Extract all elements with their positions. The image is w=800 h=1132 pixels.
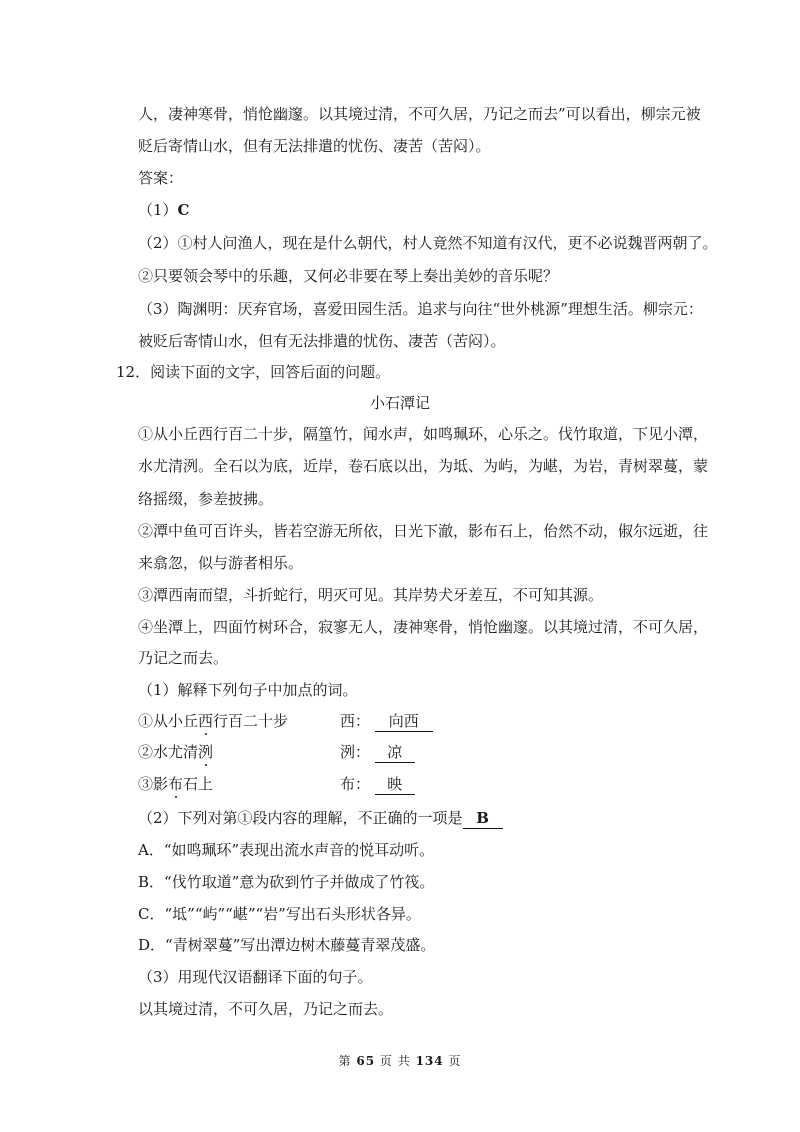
sentence-3: ③影布石上 — [138, 775, 214, 793]
passage-paragraph-4: 乃记之而去。 — [138, 649, 229, 667]
sub-question-3-sentence: 以其境过清，不可久居，乃记之而去。 — [138, 1000, 394, 1018]
total-page-number: 134 — [415, 1054, 444, 1068]
answer-3-line-1: （3）陶渊明：厌弃官场，喜爱田园生活。追求与向往“世外桃源”理想生活。柳宗元： — [138, 300, 703, 318]
option-c: C．“坻”“屿”“嵁”“岩”写出石头形状各异。 — [138, 905, 421, 923]
passage-paragraph-1: 水尤清洌。全石以为底，近岸，卷石底以出，为坻、为屿，为嵁，为岩，青树翠蔓，蒙 — [138, 457, 709, 475]
passage-title: 小石潭记 — [369, 394, 430, 412]
passage-paragraph-1: ①从小丘西行百二十步，隔篁竹，闻水声，如鸣珮环，心乐之。伐竹取道，下见小潭， — [138, 425, 709, 443]
passage-paragraph-3: ③潭西南而望，斗折蛇行，明灭可见。其岸势犬牙差互，不可知其源。 — [138, 586, 604, 604]
answer-1 — [138, 200, 190, 220]
passage-paragraph-2: 来翕忽，似与游者相乐。 — [138, 554, 304, 572]
sentence-1: ①从小丘西行百二十步 — [138, 712, 289, 730]
passage-paragraph-4: ④坐潭上，四面竹树环合，寂寥无人，凄神寒骨，悄怆幽邃。以其境过清，不可久居， — [138, 618, 709, 636]
passage-paragraph-2: ②潭中鱼可百许头，皆若空游无所依，日光下澈，影布石上，佁然不动，俶尔远逝，往 — [138, 522, 709, 540]
sentence-3-answer: 布： 映 — [340, 774, 415, 795]
option-b: B．“伐竹取道”意为砍到竹子并做成了竹筏。 — [138, 873, 435, 891]
sentence-2-answer: 洌： 凉 — [340, 742, 415, 763]
passage-paragraph-1: 络摇缀，参差披拂。 — [138, 490, 274, 508]
dotted-word: 洌 — [198, 743, 214, 761]
page-footer: 第 65 页 共 134 页 — [338, 1054, 462, 1068]
sub-question-2: （2）下列对第①段内容的理解，不正确的一项是 B — [138, 808, 503, 829]
answer-3-line-2: 被贬后寄情山水，但有无法排遣的忧伤、凄苦（苦闷）。 — [138, 332, 506, 350]
sub-question-1: （1）解释下列句子中加点的词。 — [138, 681, 358, 699]
option-d: D．“青树翠蔓”写出潭边树木藤蔓青翠茂盛。 — [138, 936, 436, 954]
answer-heading: 答案： — [138, 169, 184, 187]
text-line: 人，凄神寒骨，悄怆幽邃。以其境过清，不可久居，乃记之而去”可以看出，柳宗元被 — [138, 105, 701, 123]
option-a: A．“如鸣珮环”表现出流水声音的悦耳动听。 — [138, 841, 435, 859]
question-12-heading: 12．阅读下面的文字，回答后面的问题。 — [116, 363, 391, 381]
answer-1-prefix: （1） — [138, 201, 178, 219]
sentence-2: ②水尤清洌 — [138, 743, 214, 761]
answer-1-choice: C — [177, 201, 190, 219]
text-line: 贬后寄情山水，但有无法排遣的忧伤、凄苦（苦闷）。 — [138, 137, 491, 155]
dotted-word: 布 — [168, 775, 184, 793]
current-page-number: 65 — [356, 1054, 376, 1068]
answer-blank: 凉 — [375, 742, 415, 763]
dotted-word: 西 — [198, 712, 214, 730]
sentence-1-answer: 西： 向西 — [340, 711, 433, 732]
answer-blank: 向西 — [375, 711, 433, 732]
answer-2-line-2: ②只要领会琴中的乐趣，又何必非要在琴上奏出美妙的音乐呢？ — [138, 267, 559, 285]
answer-blank: 映 — [375, 774, 415, 795]
sub-question-3: （3）用现代汉语翻译下面的句子。 — [138, 968, 373, 986]
answer-2-line-1: （2）①村人问渔人，现在是什么朝代，村人竟然不知道有汉代，更不必说魏晋两朝了。 — [138, 234, 718, 252]
answer-blank: B — [463, 808, 503, 829]
